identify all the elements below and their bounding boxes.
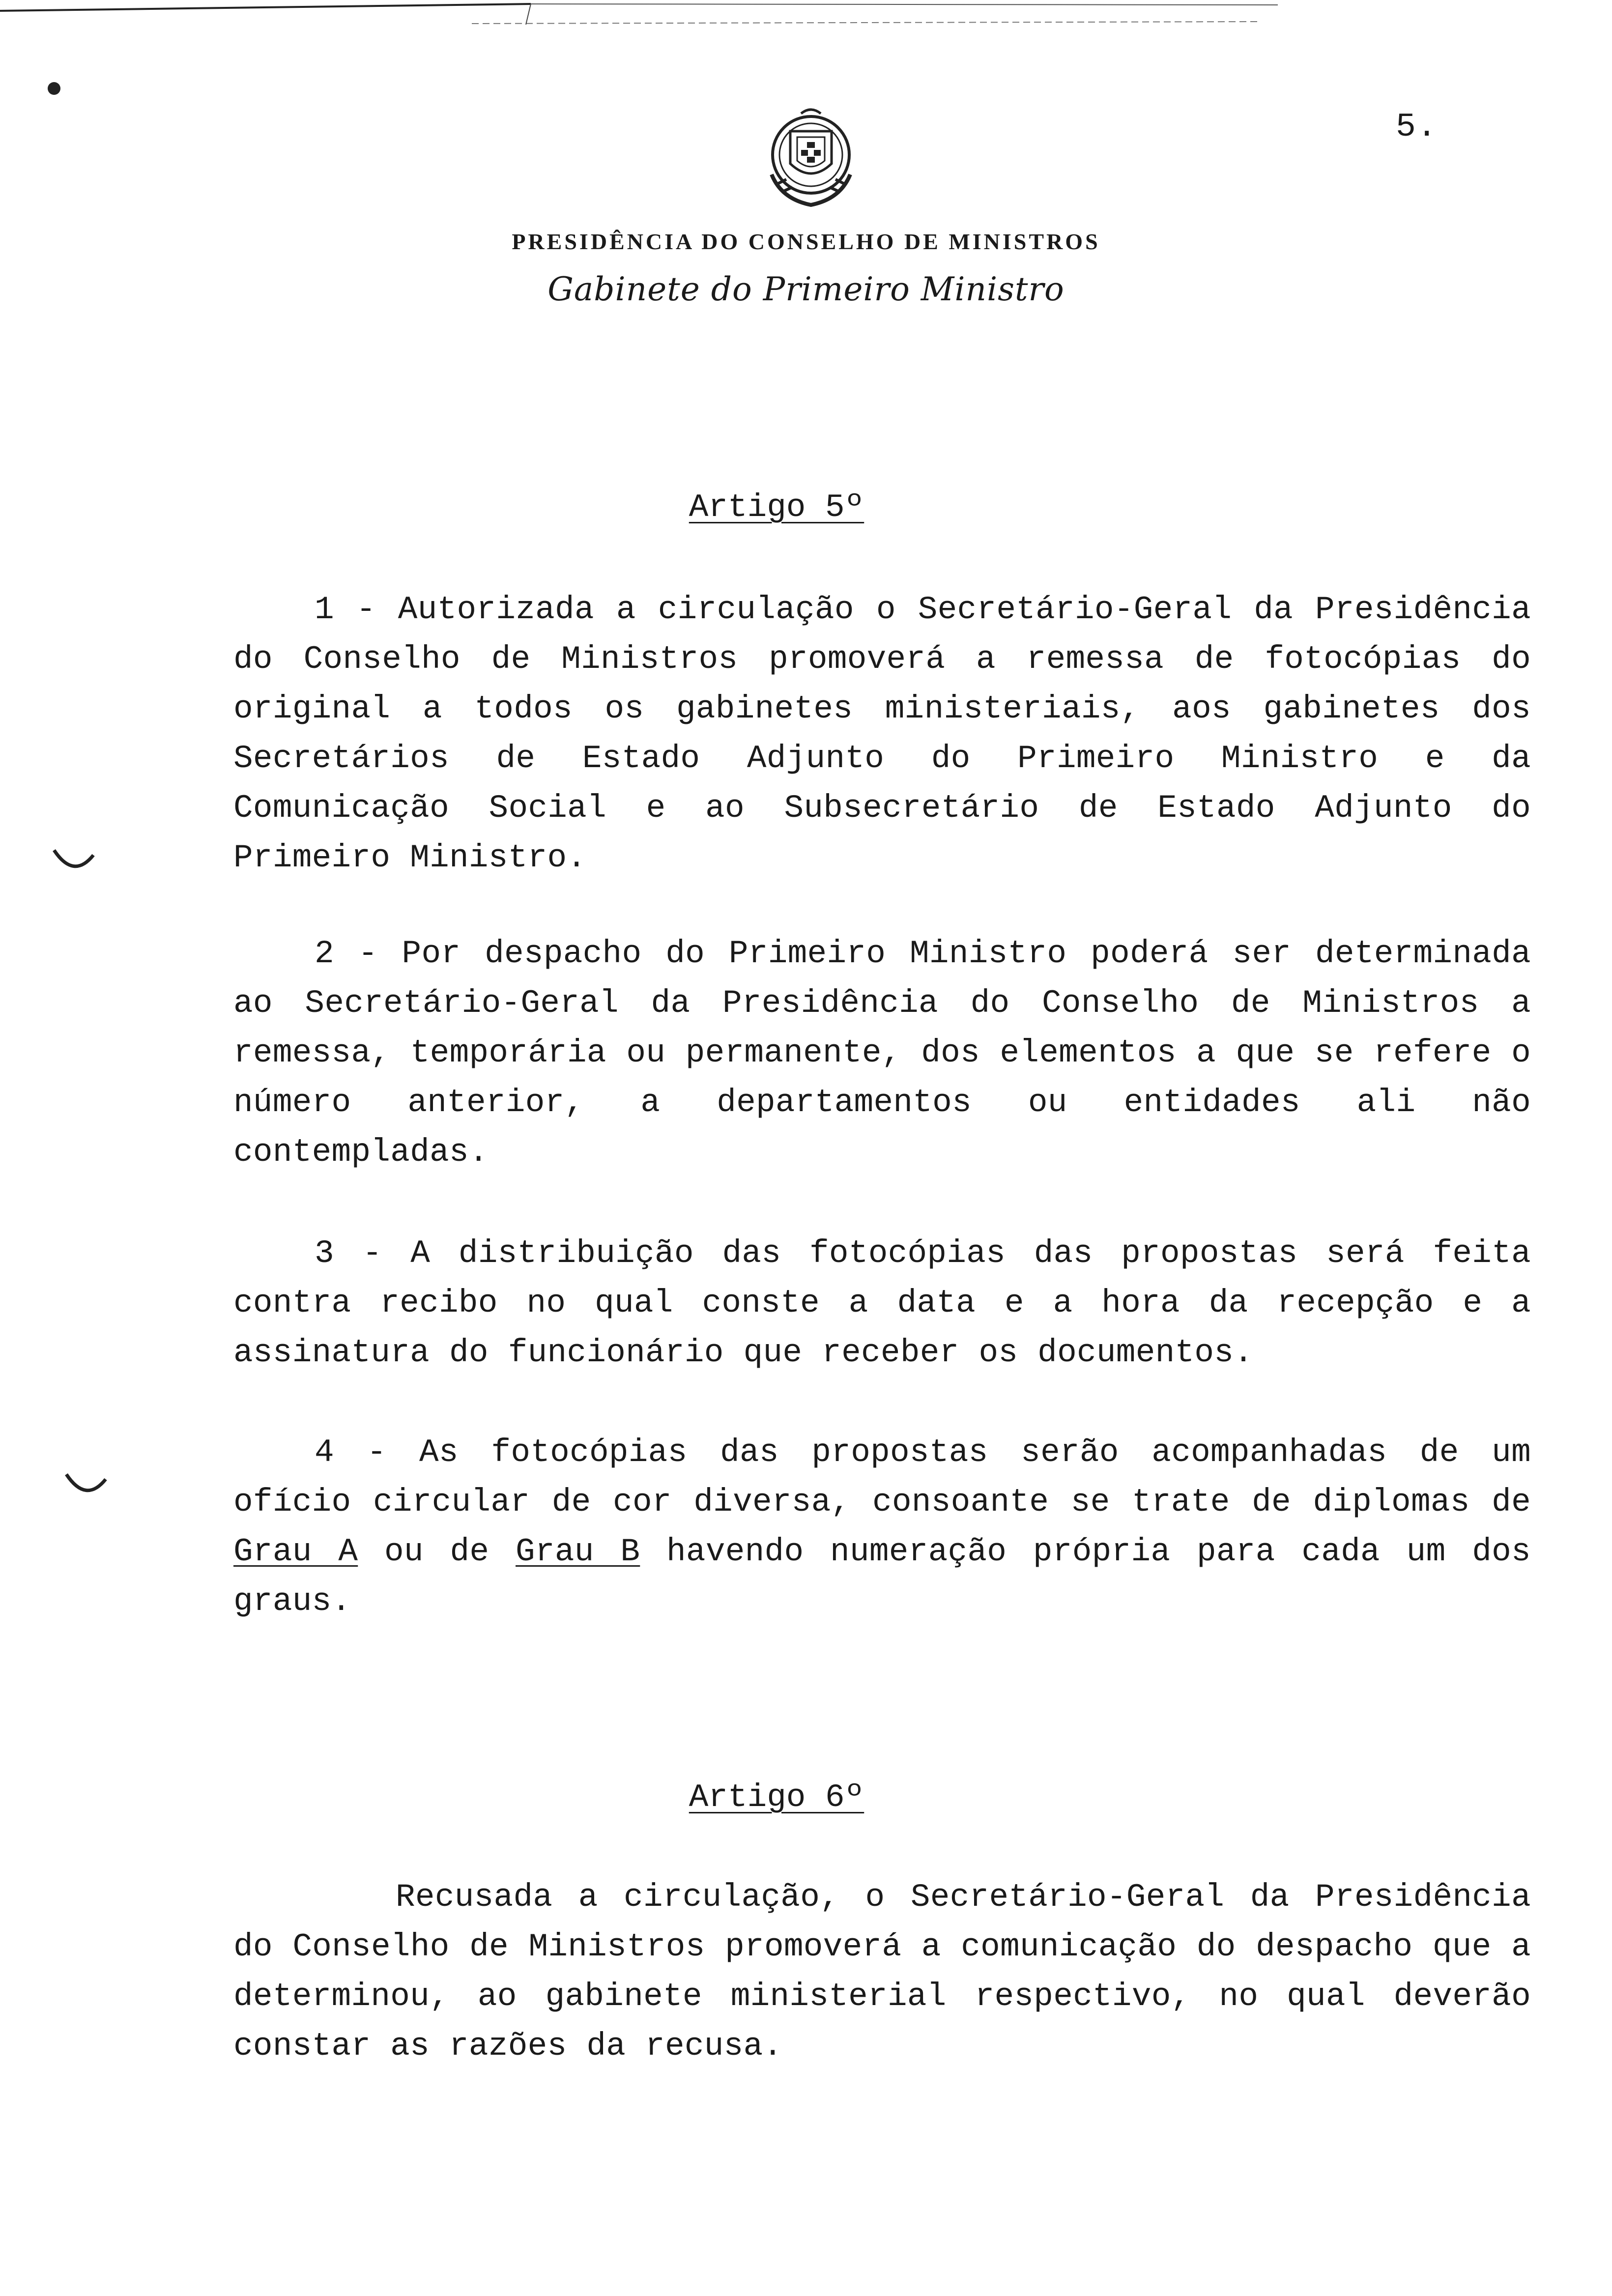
paragraph-text: 3 - A distribuição das fotocópias das propostas será feita contra recibo no qual conste a data e a hora da recepção e a assinatura do funcionário que receber os documentos. (233, 1235, 1531, 1371)
grau-b-label: Grau B (516, 1533, 640, 1570)
paragraph-text: Recusada a circulação, o Secretário-Geral da Presidência do Conselho de Ministros promoverá a comunicação do despacho que a determinou, ao gabinete ministerial respectivo, no qual deverão constar as razões da recusa. (233, 1879, 1531, 2065)
margin-curve-mark (49, 845, 98, 880)
article-5-title: Artigo 5º (689, 489, 864, 526)
paragraph-text: havendo numeração própria para cada um dos graus. (233, 1533, 1531, 1620)
letterhead-office: Gabinete do Primeiro Ministro (547, 270, 1065, 308)
punch-hole-mark (44, 79, 64, 98)
article-6-paragraph (233, 1872, 1531, 2071)
paragraph-text: 4 - As fotocópias das propostas serão acompanhadas de um ofício circular de cor diversa, consoante se trate de diplomas de (233, 1434, 1531, 1521)
article-5-paragraph-3 (233, 1229, 1531, 1378)
paragraph-text: ou de (384, 1533, 489, 1570)
article-6-title: Artigo 6º (689, 1779, 864, 1816)
page-number: 5. (1396, 108, 1438, 146)
coat-of-arms-icon (752, 101, 870, 219)
top-rule (0, 0, 1612, 29)
article-5-paragraph-4 (233, 1428, 1531, 1626)
article-5-paragraph-1 (233, 585, 1531, 883)
article-5-paragraph-2 (233, 929, 1531, 1177)
grau-a-label: Grau A (233, 1533, 358, 1570)
margin-curve-mark (61, 1469, 111, 1504)
paragraph-text: 2 - Por despacho do Primeiro Ministro poderá ser determinada ao Secretário-Geral da Presidência do Conselho de Ministros a remessa, temporária ou permanente, dos elementos a que se refere o número anterior, a departamentos ou entidades ali não contempladas. (233, 935, 1531, 1171)
letterhead-institution: PRESIDÊNCIA DO CONSELHO DE MINISTROS (512, 229, 1100, 254)
paragraph-text: 1 - Autorizada a circulação o Secretário-Geral da Presidência do Conselho de Ministros promoverá a remessa de fotocópias do original a todos os gabinetes ministeriais, aos gabinetes dos Secretários de Estado Adjunto do Primeiro Ministro e da Comunicação Social e ao Subsecretário de Estado Adjunto do Primeiro Ministro. (233, 591, 1531, 876)
